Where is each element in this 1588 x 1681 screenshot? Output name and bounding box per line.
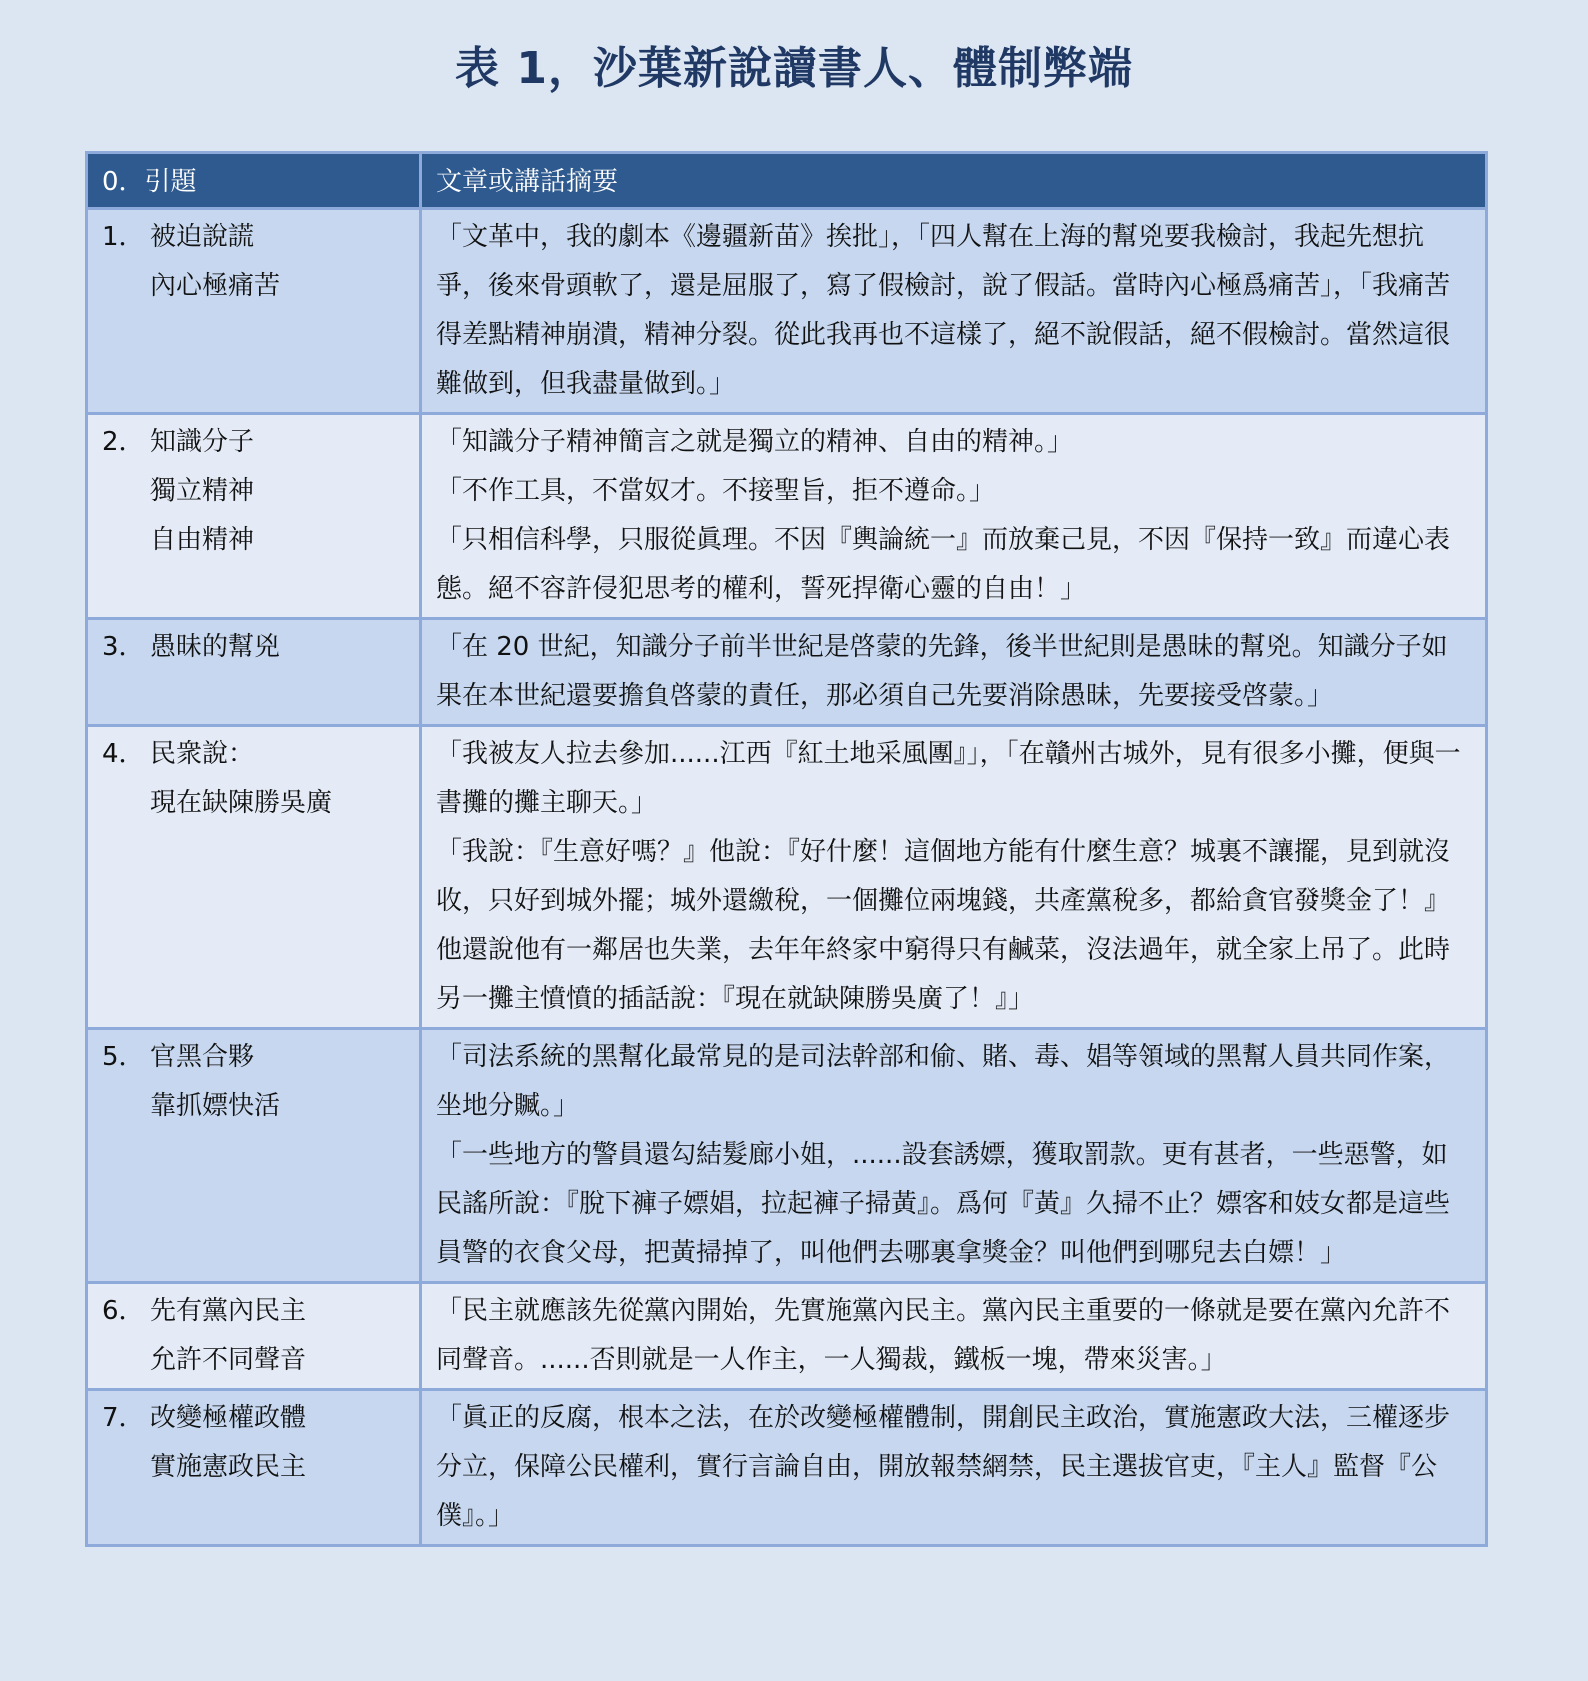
topic-line	[102, 1082, 411, 1131]
row-number: 5．	[102, 1042, 145, 1072]
excerpt-paragraph: 「在 20 世紀，知識分子前半世紀是啓蒙的先鋒，後半世紀則是愚昧的幫兇。知識分子如果在本世紀還要擔負啓蒙的責任，那必須自己先要消除愚昧，先要接受啓蒙。」	[436, 632, 1448, 711]
topic-line	[102, 516, 411, 565]
topic-text: 允許不同聲音	[150, 1345, 307, 1375]
topic-text: 自由精神	[150, 525, 255, 555]
topic-text: 民衆說：	[150, 739, 255, 769]
topic-cell	[87, 1390, 421, 1546]
excerpt-cell	[421, 209, 1487, 414]
table-title: 表 1，沙葉新說讀書人、體制弊端	[455, 43, 1133, 94]
topic-line	[102, 467, 411, 516]
topic-line	[102, 1033, 411, 1082]
excerpt-cell	[421, 1029, 1487, 1283]
header-excerpt: 文章或講話摘要	[421, 153, 1487, 209]
topic-cell	[87, 1029, 421, 1283]
topic-cell	[87, 1283, 421, 1390]
topic-line	[102, 213, 411, 262]
excerpt-cell	[421, 414, 1487, 619]
topic-text: 改變極權政體	[150, 1403, 307, 1433]
topic-text: 官黑合夥	[150, 1042, 255, 1072]
excerpt-paragraph: 「我被友人拉去參加......江西『紅土地采風團』」，「在贛州古城外，見有很多小攤，便與一書攤的攤主聊天。」	[436, 739, 1461, 818]
table-header-row	[87, 153, 1487, 209]
topic-cell	[87, 619, 421, 726]
excerpt-cell	[421, 726, 1487, 1029]
row-number: 4．	[102, 739, 145, 769]
topic-line	[102, 262, 411, 311]
excerpt-paragraph: 「眞正的反腐，根本之法，在於改變極權體制，開創民主政治，實施憲政大法，三權逐步分立，保障公民權利，實行言論自由，開放報禁網禁，民主選拔官吏，『主人』監督『公僕』。」	[436, 1403, 1451, 1531]
topic-line	[102, 730, 411, 779]
header-topic: 0．引題	[87, 153, 421, 209]
topic-cell	[87, 209, 421, 414]
table-row	[87, 414, 1487, 619]
summary-table	[85, 151, 1488, 1547]
topic-line	[102, 418, 411, 467]
table-row	[87, 726, 1487, 1029]
row-number: 7．	[102, 1403, 145, 1433]
topic-text: 先有黨內民主	[150, 1296, 307, 1326]
topic-line	[102, 779, 411, 828]
excerpt-cell	[421, 1390, 1487, 1546]
topic-text: 知識分子	[150, 427, 255, 457]
row-number: 3．	[102, 632, 145, 662]
topic-cell	[87, 726, 421, 1029]
row-number: 1．	[102, 222, 145, 252]
excerpt-paragraph: 「民主就應該先從黨內開始，先實施黨內民主。黨內民主重要的一條就是要在黨內允許不同聲音。......否則就是一人作主，一人獨裁，鐵板一塊，帶來災害。」	[436, 1296, 1451, 1375]
table-row	[87, 1283, 1487, 1390]
row-number: 6．	[102, 1296, 145, 1326]
topic-cell	[87, 414, 421, 619]
topic-text: 內心極痛苦	[150, 271, 281, 301]
excerpt-paragraph: 「只相信科學，只服從眞理。不因『輿論統一』而放棄己見，不因『保持一致』而違心表態。絕不容許侵犯思考的權利，誓死捍衛心靈的自由！」	[436, 525, 1451, 604]
topic-text: 靠抓嫖快活	[150, 1091, 281, 1121]
table-row	[87, 209, 1487, 414]
topic-line	[102, 1287, 411, 1336]
topic-line	[102, 1336, 411, 1385]
excerpt-cell	[421, 1283, 1487, 1390]
excerpt-paragraph: 「我說：『生意好嗎？』他說：『好什麼！這個地方能有什麼生意？城裏不讓擺，見到就沒收，只好到城外擺；城外還繳稅，一個攤位兩塊錢，共產黨稅多，都給貪官發獎金了！』他還說他有一鄰居也失業，去年年終家中窮得只有鹹菜，沒法過年，就全家上吊了。此時另一攤主憤憤的插話說：『現在就缺陳勝吳廣了！』」	[436, 837, 1451, 1014]
topic-text: 愚昧的幫兇	[150, 632, 281, 662]
excerpt-paragraph: 「司法系統的黑幫化最常見的是司法幹部和偷、賭、毒、娼等領域的黑幫人員共同作案，坐地分贓。」	[436, 1042, 1451, 1121]
topic-line	[102, 1394, 411, 1443]
excerpt-cell	[421, 619, 1487, 726]
excerpt-paragraph: 「一些地方的警員還勾結髮廊小姐，......設套誘嫖，獲取罰款。更有甚者，一些惡警，如民謠所說：『脫下褲子嫖娼，拉起褲子掃黃』。爲何『黃』久掃不止？嫖客和妓女都是這些員警的衣食父母，把黃掃掉了，叫他們去哪裏拿獎金？叫他們到哪兒去白嫖！」	[436, 1140, 1451, 1268]
topic-text: 實施憲政民主	[150, 1452, 307, 1482]
topic-text: 獨立精神	[150, 476, 255, 506]
table-row	[87, 1029, 1487, 1283]
table-row	[87, 1390, 1487, 1546]
table-body	[87, 209, 1487, 1546]
topic-line	[102, 623, 411, 672]
topic-text: 現在缺陳勝吳廣	[150, 788, 333, 818]
excerpt-paragraph: 「文革中，我的劇本《邊疆新苗》挨批」，「四人幫在上海的幫兇要我檢討，我起先想抗爭，後來骨頭軟了，還是屈服了，寫了假檢討，說了假話。當時內心極爲痛苦」，「我痛苦得差點精神崩潰，精神分裂。從此我再也不這樣了，絕不說假話，絕不假檢討。當然這很難做到，但我盡量做到。」	[436, 222, 1451, 399]
excerpt-paragraph: 「知識分子精神簡言之就是獨立的精神、自由的精神。」	[436, 427, 1074, 457]
row-number: 2．	[102, 427, 145, 457]
topic-line	[102, 1443, 411, 1492]
table-row	[87, 619, 1487, 726]
topic-text: 被迫說謊	[150, 222, 255, 252]
excerpt-paragraph: 「不作工具，不當奴才。不接聖旨，拒不遵命。」	[436, 476, 996, 506]
